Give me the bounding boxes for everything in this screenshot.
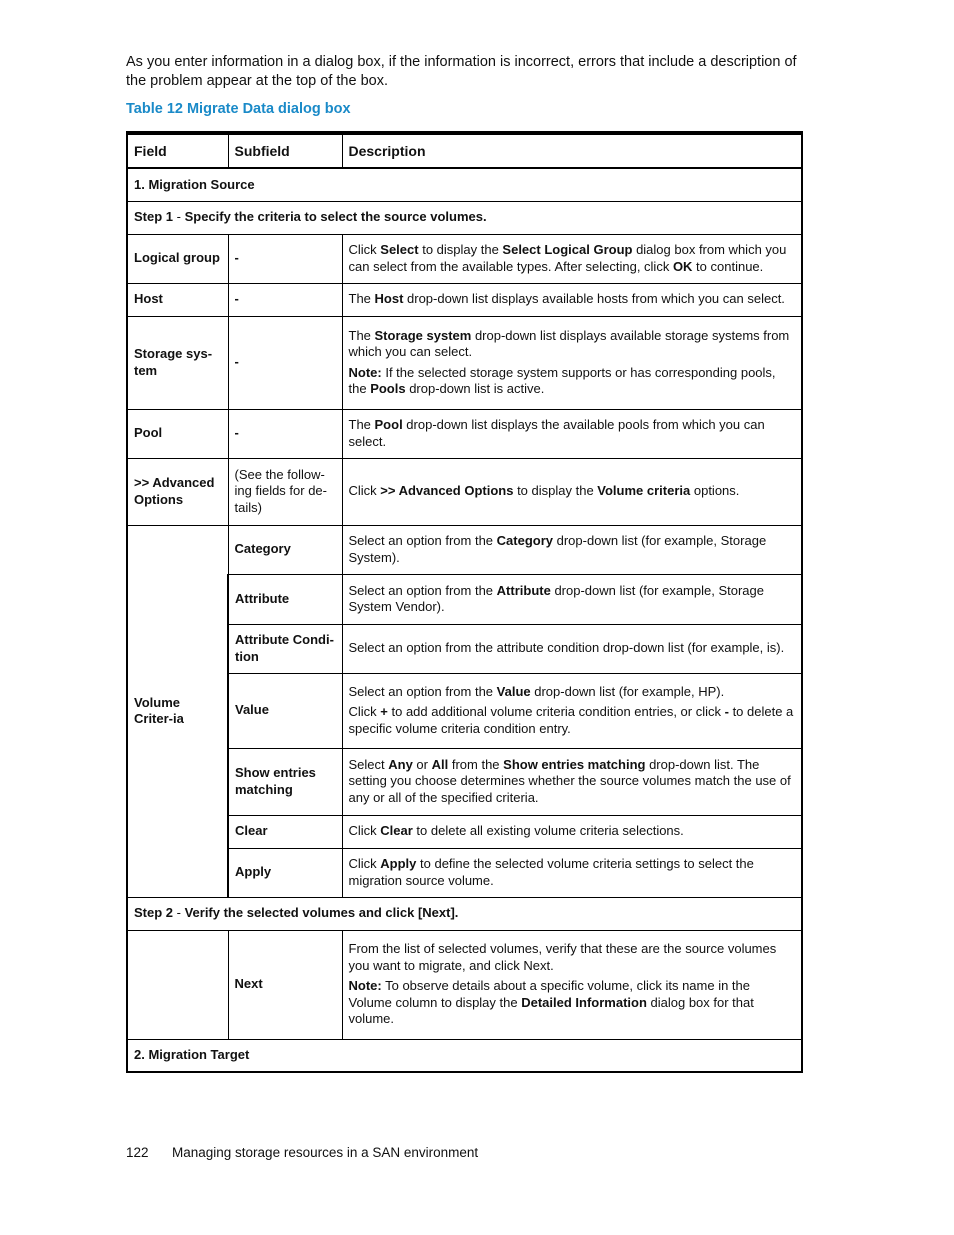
desc-attribute: Select an option from the Attribute drop-down list (for example, Storage System Vendor). xyxy=(342,574,802,624)
desc-pool: The Pool drop-down list displays the available pools from which you can select. xyxy=(342,409,802,458)
desc-attribute-condition: Select an option from the attribute condition drop-down list (for example, is). xyxy=(342,624,802,673)
subfield-clear: Clear xyxy=(228,815,342,848)
table-row xyxy=(127,930,802,1039)
table-header-row xyxy=(127,133,802,168)
field-next xyxy=(127,930,228,1039)
section-row xyxy=(127,168,802,201)
header-subfield: Subfield xyxy=(228,133,342,168)
subfield-advanced-options: (See the follow-ing fields for de-tails) xyxy=(228,458,342,525)
field-pool: Pool xyxy=(127,409,228,458)
table-row xyxy=(127,815,802,848)
subfield-next: Next xyxy=(228,930,342,1039)
subfield-pool: - xyxy=(228,409,342,458)
page-footer xyxy=(126,1145,478,1160)
section-migration-target: 2. Migration Target xyxy=(127,1039,802,1072)
table-row xyxy=(127,624,802,673)
subfield-logical-group: - xyxy=(228,234,342,283)
subfield-apply: Apply xyxy=(228,848,342,897)
table-row xyxy=(127,574,802,624)
table-caption: Table 12 Migrate Data dialog box xyxy=(126,101,351,117)
table-row xyxy=(127,673,802,748)
subfield-storage-system: - xyxy=(228,316,342,409)
desc-storage-system: The Storage system drop-down list displays available storage systems from which you can select. Note: If the selected storage system supports or has corresponding pools, the Pools drop-down list is active. xyxy=(342,316,802,409)
subfield-host: - xyxy=(228,283,342,316)
field-advanced-options: >> Advanced Options xyxy=(127,458,228,525)
desc-logical-group: Click Select to display the Select Logical Group dialog box from which you can select from the available types. After selecting, click OK to continue. xyxy=(342,234,802,283)
subfield-attribute: Attribute xyxy=(228,574,342,624)
header-field: Field xyxy=(127,133,228,168)
desc-category: Select an option from the Category drop-down list (for example, Storage System). xyxy=(342,525,802,574)
header-description: Description xyxy=(342,133,802,168)
intro-paragraph: As you enter information in a dialog box, if the information is incorrect, errors that include a description of the problem appear at the top of the box. xyxy=(126,54,797,89)
field-storage-system: Storage sys-tem xyxy=(127,316,228,409)
step-1: Step 1 - Specify the criteria to select the source volumes. xyxy=(127,201,802,234)
step-2: Step 2 - Verify the selected volumes and click [Next]. xyxy=(127,897,802,930)
section-row xyxy=(127,1039,802,1072)
desc-show-entries-matching: Select Any or All from the Show entries matching drop-down list. The setting you choose determines whether the source volumes match the use of any or all of the specified criteria. xyxy=(342,748,802,815)
table-row xyxy=(127,848,802,897)
table-row xyxy=(127,283,802,316)
subfield-attribute-condition: Attribute Condi-tion xyxy=(228,624,342,673)
table-row xyxy=(127,458,802,525)
page-number: 122 xyxy=(126,1145,149,1160)
field-logical-group: Logical group xyxy=(127,234,228,283)
field-host: Host xyxy=(127,283,228,316)
table-row xyxy=(127,316,802,409)
section-migration-source: 1. Migration Source xyxy=(127,168,802,201)
migrate-data-table xyxy=(126,131,803,1073)
field-volume-criteria: Volume Criter-ia xyxy=(127,525,228,897)
step-row xyxy=(127,201,802,234)
table-row xyxy=(127,748,802,815)
subfield-category: Category xyxy=(228,525,342,574)
subfield-value: Value xyxy=(228,673,342,748)
step-row xyxy=(127,897,802,930)
desc-value: Select an option from the Value drop-down list (for example, HP). Click + to add additional volume criteria condition entries, or click - to delete a specific volume criteria condition entry. xyxy=(342,673,802,748)
desc-apply: Click Apply to define the selected volume criteria settings to select the migration source volume. xyxy=(342,848,802,897)
table-row xyxy=(127,525,802,574)
desc-advanced-options: Click >> Advanced Options to display the Volume criteria options. xyxy=(342,458,802,525)
subfield-show-entries-matching: Show entries matching xyxy=(228,748,342,815)
desc-host: The Host drop-down list displays available hosts from which you can select. xyxy=(342,283,802,316)
table-row xyxy=(127,409,802,458)
footer-title: Managing storage resources in a SAN environment xyxy=(172,1145,479,1160)
desc-clear: Click Clear to delete all existing volume criteria selections. xyxy=(342,815,802,848)
table-row xyxy=(127,234,802,283)
desc-next: From the list of selected volumes, verify that these are the source volumes you want to migrate, and click Next. Note: To observe details about a specific volume, click its name in the Volume column to display the Detailed Information dialog box for that volume. xyxy=(342,930,802,1039)
